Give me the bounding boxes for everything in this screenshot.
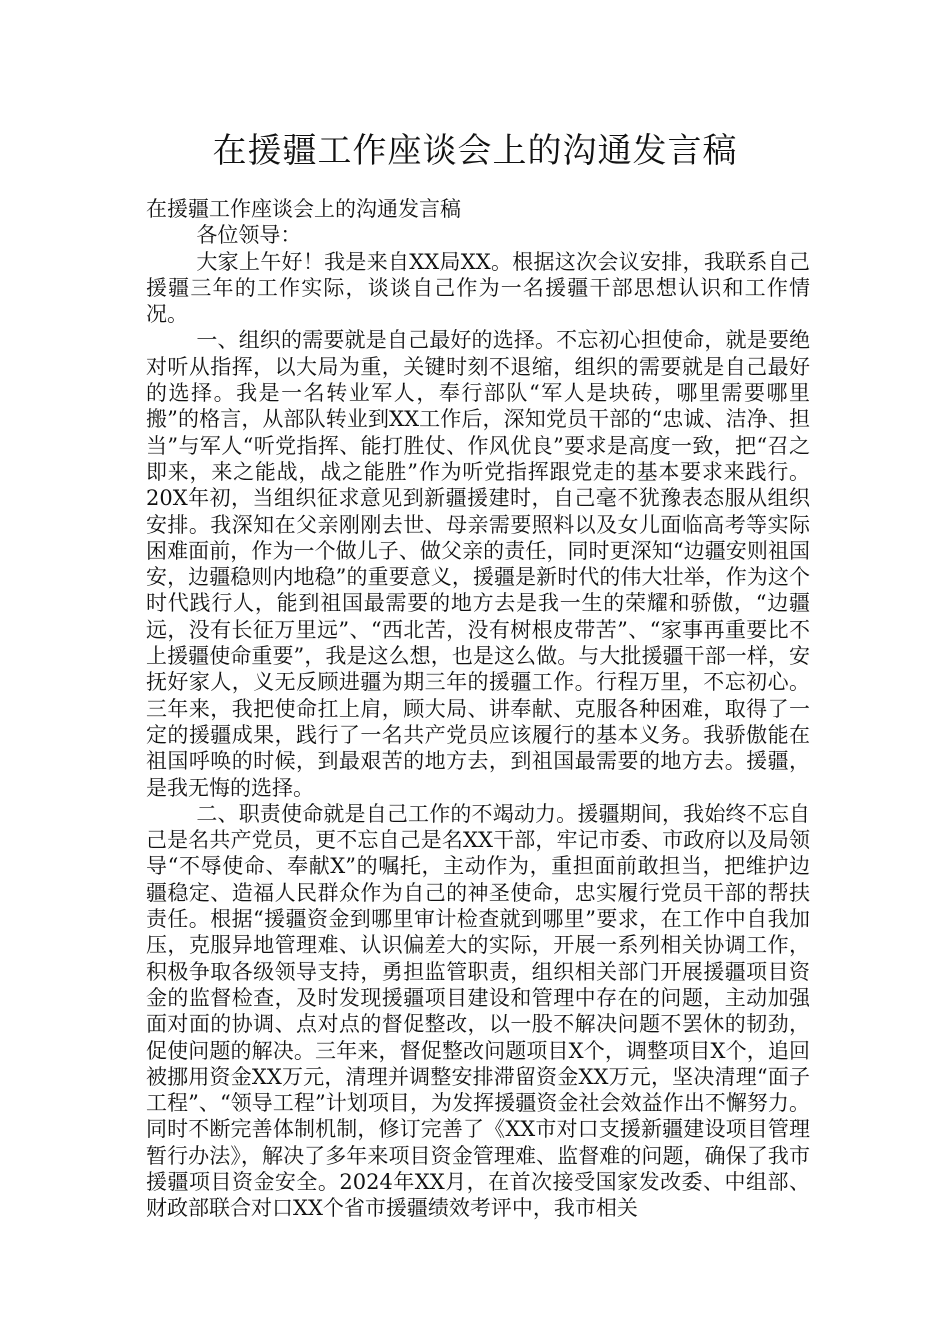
document-body xyxy=(146,196,810,1222)
document-subtitle: 在援疆工作座谈会上的沟通发言稿 xyxy=(146,197,461,221)
paragraph-section-one: 一、组织的需要就是自己最好的选择。不忘初心担使命，就是要绝对听从指挥，以大局为重，关键时刻不退缩，组织的需要就是自己最好的选择。我是一名转业军人，奉行部队“军人是块砖，哪里需要哪里搬”的格言，从部队转业到XX工作后，深知党员干部的“忠诚、洁净、担当”与军人“听党指挥、能打胜仗、作风优良”要求是高度一致，把“召之即来，来之能战，战之能胜”作为听党指挥跟党走的基本要求来践行。20X年初，当组织征求意见到新疆援建时，自己毫不犹豫表态服从组织安排。我深知在父亲刚刚去世、母亲需要照料以及女儿面临高考等实际困难面前，作为一个做儿子、做父亲的责任，同时更深知“边疆安则祖国安，边疆稳则内地稳”的重要意义，援疆是新时代的伟大壮举，作为这个时代践行人，能到祖国最需要的地方去是我一生的荣耀和骄傲，“边疆远，没有长征万里远”、“西北苦，没有树根皮带苦”、“家事再重要比不上援疆使命重要”，我是这么想，也是这么做。与大批援疆干部一样，安抚好家人，义无反顾进疆为期三年的援疆工作。行程万里，不忘初心。三年来，我把使命扛上肩，顾大局、讲奉献、克服各种困难，取得了一定的援疆成果，践行了一名共产党员应该履行的基本义务。我骄傲能在祖国呼唤的时候，到最艰苦的地方去，到祖国最需要的地方去。援疆，是我无悔的选择。 xyxy=(146,328,810,800)
document-title: 在援疆工作座谈会上的沟通发言稿 xyxy=(212,131,738,171)
paragraph-section-two: 二、职责使命就是自己工作的不竭动力。援疆期间，我始终不忘自己是名共产党员，更不忘自己是名XX干部，牢记市委、市政府以及局领导“不辱使命、奉献X”的嘱托，主动作为，重担面前敢担当，把维护边疆稳定、造福人民群众作为自己的神圣使命，忠实履行党员干部的帮扶责任。根据“援疆资金到哪里审计检查就到哪里”要求，在工作中自我加压，克服异地管理难、认识偏差大的实际，开展一系列相关协调工作，积极争取各级领导支持，勇担监管职责，组织相关部门开展援疆项目资金的监督检查，及时发现援疆项目建设和管理中存在的问题，主动加强面对面的协调、点对点的督促整改，以一股不解决问题不罢休的韧劲，促使问题的解决。三年来，督促整改问题项目X个，调整项目X个，追回被挪用资金XX万元，清理并调整安排滞留资金XX万元，坚决清理“面子工程”、“领导工程”计划项目，为发挥援疆资金社会效益作出不懈努力。同时不断完善体制机制，修订完善了《XX市对口支援新疆建设项目管理暂行办法》，解决了多年来项目资金管理难、监督难的问题，确保了我市援疆项目资金安全。2024年XX月，在首次接受国家发改委、中组部、财政部联合对口XX个省市援疆绩效考评中，我市相关 xyxy=(146,801,810,1221)
salutation: 各位领导： xyxy=(196,223,302,248)
paragraph-greeting: 大家上午好！我是来自XX局XX。根据这次会议安排，我联系自己援疆三年的工作实际，谈谈自己作为一名援疆干部思想认识和工作情况。 xyxy=(146,249,810,327)
